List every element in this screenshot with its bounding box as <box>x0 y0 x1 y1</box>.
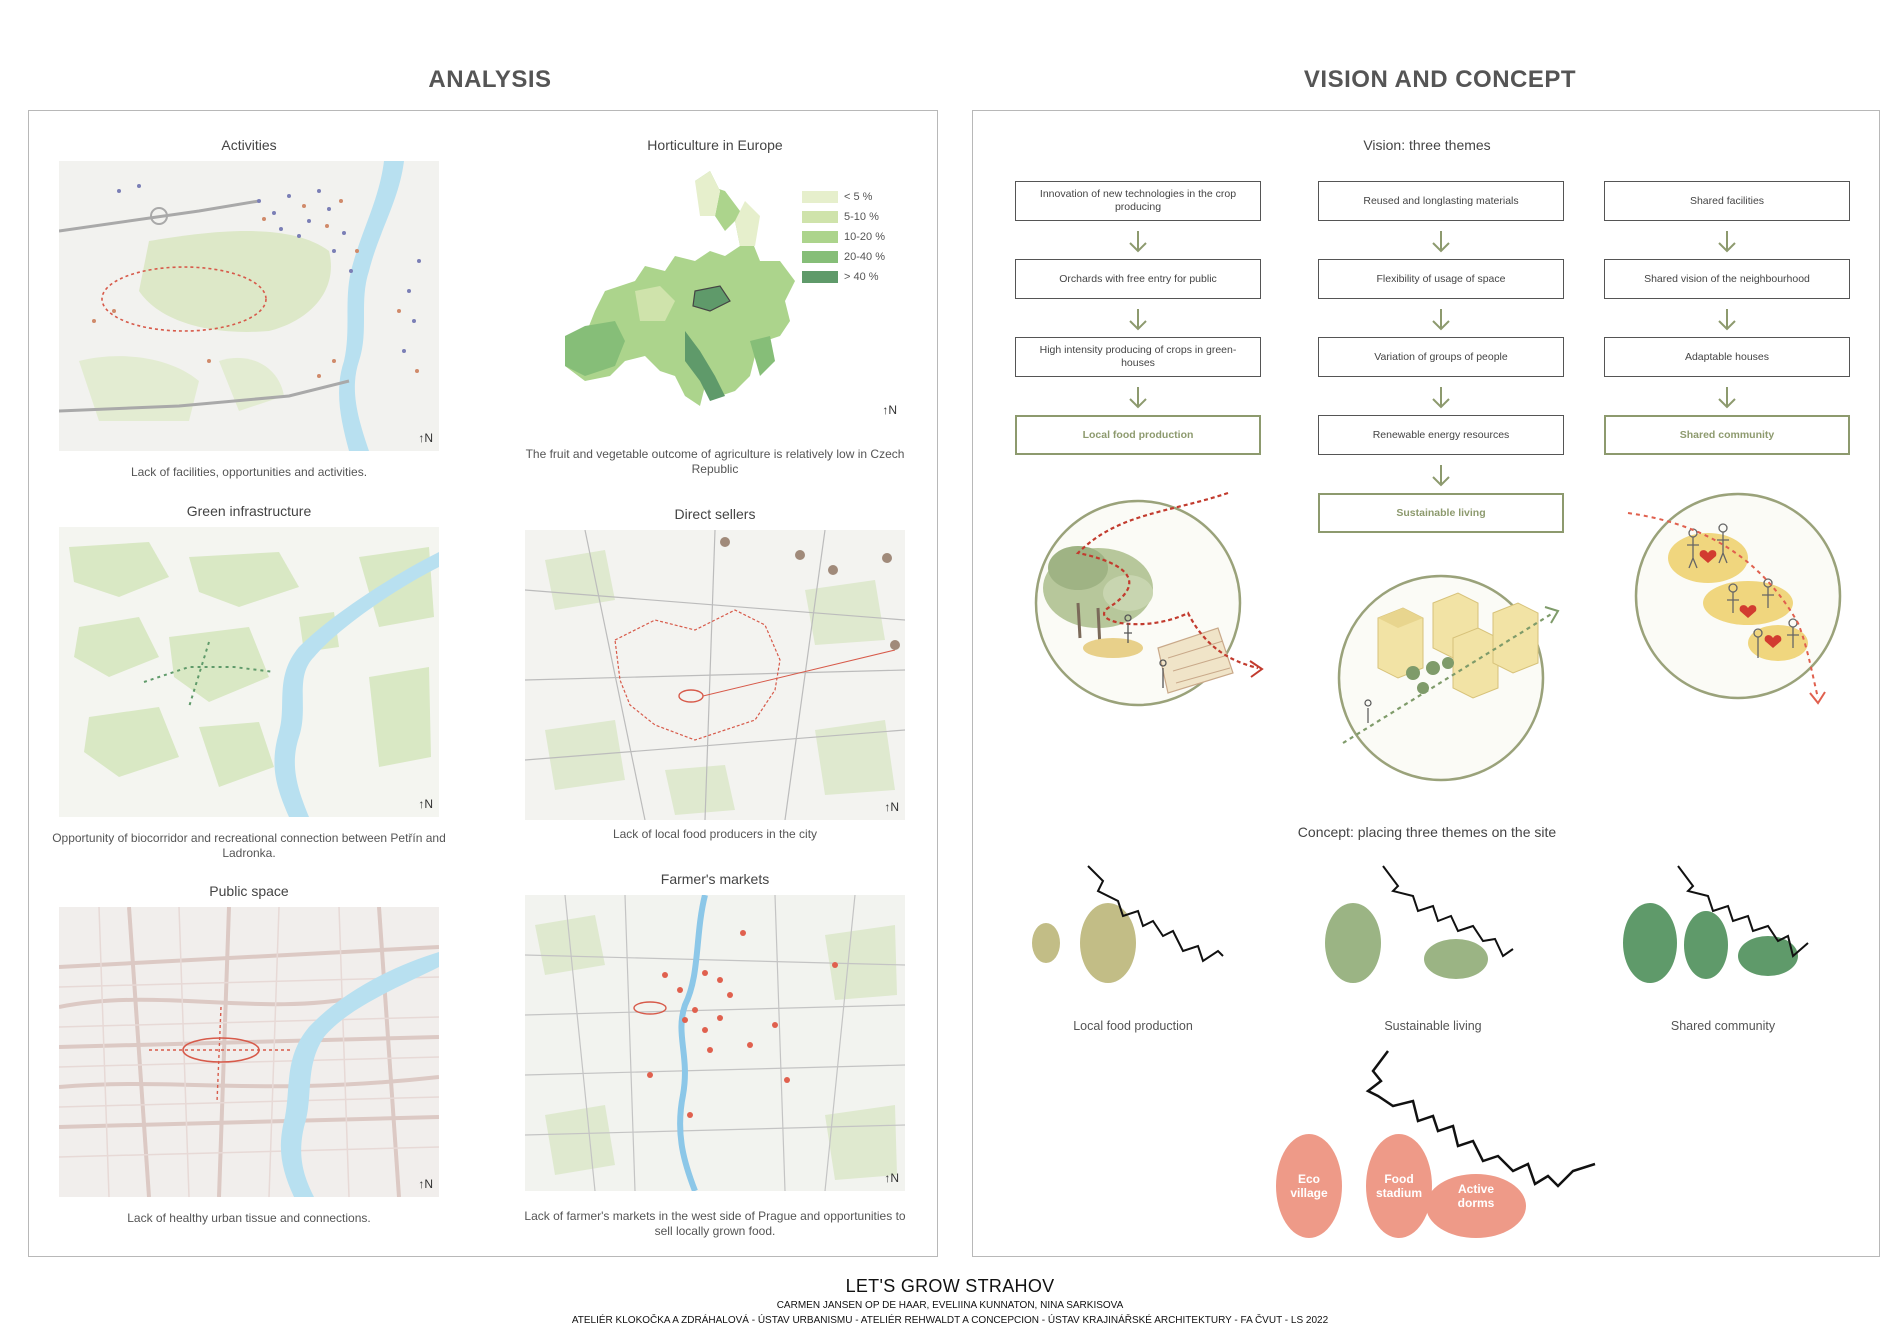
legend <box>802 187 885 287</box>
analysis-title: ANALYSIS <box>428 66 552 93</box>
theme-result-box: Sustainable living <box>1318 493 1564 533</box>
concept-label-sustainable: Sustainable living <box>1384 1019 1482 1033</box>
legend-label: 10-20 % <box>844 231 885 243</box>
footer-authors: CARMEN JANSEN OP DE HAAR, EVELIINA KUNNATON, NINA SARKISOVA <box>776 1300 1124 1311</box>
legend-swatch <box>802 271 838 283</box>
arrow-down-icon <box>1126 385 1150 411</box>
arrow-down-icon <box>1126 229 1150 255</box>
footer-studio: ATELIÉR KLOKOČKA A ZDRÁHALOVÁ - ÚSTAV URBANISMU - ATELIÉR REHWALDT A CONCEPCION - ÚSTAV KRAJINÁŘSKÉ ARCHITEKTURY - FA ČVUT - LS 2022 <box>571 1315 1329 1326</box>
final-label-eco-village: Eco village <box>1290 1172 1328 1200</box>
green-caption: Opportunity of biocorridor and recreational connection between Petřín and Ladronka. <box>52 831 446 860</box>
theme-box: Reused and longlasting materials <box>1318 181 1564 221</box>
concept-diagram-3 <box>1623 861 1863 991</box>
theme-box: Orchards with free entry for public <box>1015 259 1261 299</box>
shared-community-illustration <box>1608 473 1858 713</box>
public-map <box>59 907 439 1197</box>
north-arrow: ↑N <box>884 800 899 814</box>
theme-box: Renewable energy resources <box>1318 415 1564 455</box>
theme-result-box: Shared community <box>1604 415 1850 455</box>
horticulture-caption: The fruit and vegetable outcome of agriculture is relatively low in Czech Republic <box>525 447 905 476</box>
theme-box: Adaptable houses <box>1604 337 1850 377</box>
concept-diagram-2 <box>1323 861 1563 991</box>
final-label-food-stadium: Food stadium <box>1375 1172 1422 1200</box>
markets-caption: Lack of farmer's markets in the west side of Prague and opportunities to sell locally grown food. <box>524 1209 906 1238</box>
arrow-down-icon <box>1715 307 1739 333</box>
legend-swatch <box>802 211 838 223</box>
arrow-down-icon <box>1429 307 1453 333</box>
legend-label: 20-40 % <box>844 251 885 263</box>
vision-panel <box>972 110 1880 1257</box>
analysis-panel <box>28 110 938 1257</box>
concept-diagram-1 <box>1028 856 1258 986</box>
legend-label: 5-10 % <box>844 211 879 223</box>
concept-label-local-food: Local food production <box>1073 1019 1193 1033</box>
arrow-down-icon <box>1715 385 1739 411</box>
arrow-down-icon <box>1126 307 1150 333</box>
final-label-active-dorms: Active dorms <box>1457 1182 1495 1210</box>
horticulture-map <box>525 161 905 421</box>
arrow-down-icon <box>1429 385 1453 411</box>
horticulture-title: Horticulture in Europe <box>647 137 783 153</box>
theme-box: Variation of groups of people <box>1318 337 1564 377</box>
theme-result-box: Local food production <box>1015 415 1261 455</box>
arrow-down-icon <box>1715 229 1739 255</box>
final-concept-diagram <box>1273 1046 1613 1256</box>
theme-box: Shared vision of the neighbourhood <box>1604 259 1850 299</box>
markets-map <box>525 895 905 1191</box>
north-arrow: ↑N <box>884 1171 899 1185</box>
activities-title: Activities <box>221 137 277 153</box>
local-food-illustration <box>1018 473 1268 723</box>
green-map <box>59 527 439 817</box>
north-arrow: ↑N <box>418 431 433 445</box>
theme-box: High intensity producing of crops in green-houses <box>1015 337 1261 377</box>
public-caption: Lack of healthy urban tissue and connections. <box>127 1211 371 1225</box>
arrow-down-icon <box>1429 229 1453 255</box>
legend-swatch <box>802 191 838 203</box>
theme-box: Innovation of new technologies in the crop producing <box>1015 181 1261 221</box>
sellers-caption: Lack of local food producers in the city <box>612 827 818 841</box>
arrow-down-icon <box>1429 463 1453 489</box>
north-arrow: ↑N <box>882 403 897 417</box>
concept-title: Concept: placing three themes on the site <box>1297 824 1557 840</box>
vision-title: VISION AND CONCEPT <box>1303 66 1577 93</box>
public-title: Public space <box>209 883 289 899</box>
markets-title: Farmer's markets <box>660 871 770 887</box>
activities-caption: Lack of facilities, opportunities and activities. <box>130 465 368 479</box>
legend-swatch <box>802 231 838 243</box>
footer-title: LET'S GROW STRAHOV <box>845 1276 1055 1296</box>
sellers-title: Direct sellers <box>674 506 756 522</box>
theme-box: Shared facilities <box>1604 181 1850 221</box>
activities-map <box>59 161 439 451</box>
north-arrow: ↑N <box>418 1177 433 1191</box>
legend-swatch <box>802 251 838 263</box>
theme-box: Flexibility of usage of space <box>1318 259 1564 299</box>
legend-label: > 40 % <box>844 271 879 283</box>
green-title: Green infrastructure <box>186 503 312 519</box>
vision-subtitle: Vision: three themes <box>1363 137 1491 153</box>
sustainable-living-illustration <box>1323 563 1573 793</box>
concept-label-shared: Shared community <box>1670 1019 1776 1033</box>
north-arrow: ↑N <box>418 797 433 811</box>
legend-label: < 5 % <box>844 191 873 203</box>
sellers-map <box>525 530 905 820</box>
